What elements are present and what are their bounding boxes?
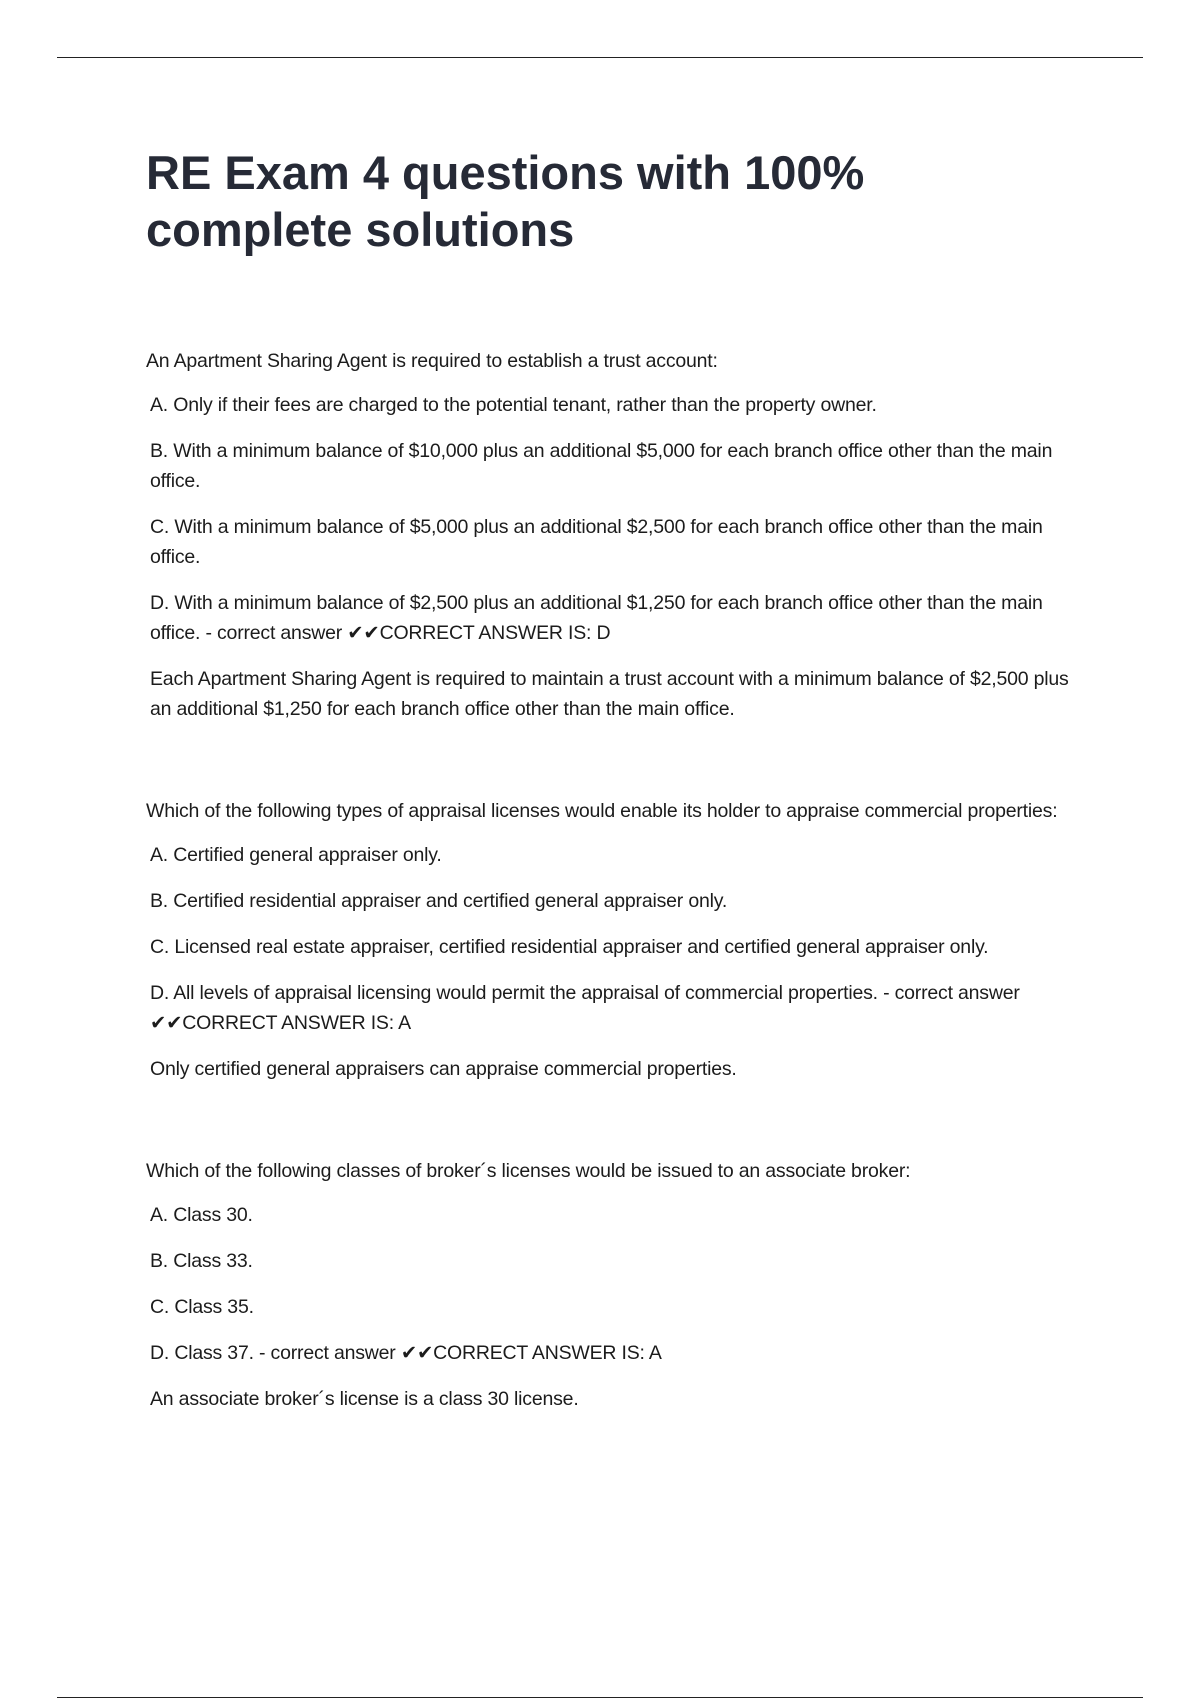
answer-option-a: A. Class 30. bbox=[150, 1204, 253, 1226]
document-title: RE Exam 4 questions with 100% complete solutions bbox=[146, 146, 865, 256]
answer-option-a: A. Certified general appraiser only. bbox=[150, 844, 442, 866]
header-rule bbox=[57, 57, 1143, 58]
question-text: Which of the following types of appraisal licenses would enable its holder to appraise commercial properties: bbox=[146, 800, 1058, 822]
answer-option-b: B. Class 33. bbox=[150, 1250, 253, 1272]
answer-option-b: B. Certified residential appraiser and certified general appraiser only. bbox=[150, 890, 728, 912]
answer-option-c: C. With a minimum balance of $5,000 plus an additional $2,500 for each branch office other than the main office. bbox=[150, 516, 1043, 568]
answer-explanation: Only certified general appraisers can appraise commercial properties. bbox=[150, 1058, 737, 1080]
answer-option-d: D. All levels of appraisal licensing would permit the appraisal of commercial properties. - correct answer ✔✔CORRECT ANSWER IS: A bbox=[150, 982, 1020, 1034]
footer-rule bbox=[57, 1697, 1143, 1698]
answer-option-b: B. With a minimum balance of $10,000 plus an additional $5,000 for each branch office other than the main office. bbox=[150, 440, 1053, 492]
answer-explanation: An associate broker´s license is a class 30 license. bbox=[150, 1388, 579, 1410]
question-list bbox=[146, 346, 1086, 1486]
question-block bbox=[146, 346, 1086, 724]
question-block bbox=[146, 796, 1086, 1084]
question-text: Which of the following classes of broker´s licenses would be issued to an associate broker: bbox=[146, 1160, 911, 1182]
answer-option-d: D. Class 37. - correct answer ✔✔CORRECT ANSWER IS: A bbox=[150, 1342, 662, 1364]
answer-option-c: C. Class 35. bbox=[150, 1296, 254, 1318]
question-text: An Apartment Sharing Agent is required to establish a trust account: bbox=[146, 350, 718, 372]
question-block bbox=[146, 1156, 1086, 1414]
answer-option-c: C. Licensed real estate appraiser, certified residential appraiser and certified general appraiser only. bbox=[150, 936, 989, 958]
answer-option-a: A. Only if their fees are charged to the potential tenant, rather than the property owner. bbox=[150, 394, 877, 416]
answer-explanation: Each Apartment Sharing Agent is required to maintain a trust account with a minimum balance of $2,500 plus an additional $1,250 for each branch office other than the main office. bbox=[150, 668, 1069, 720]
answer-option-d: D. With a minimum balance of $2,500 plus an additional $1,250 for each branch office other than the main office. - correct answer ✔✔CORRECT ANSWER IS: D bbox=[150, 592, 1043, 644]
